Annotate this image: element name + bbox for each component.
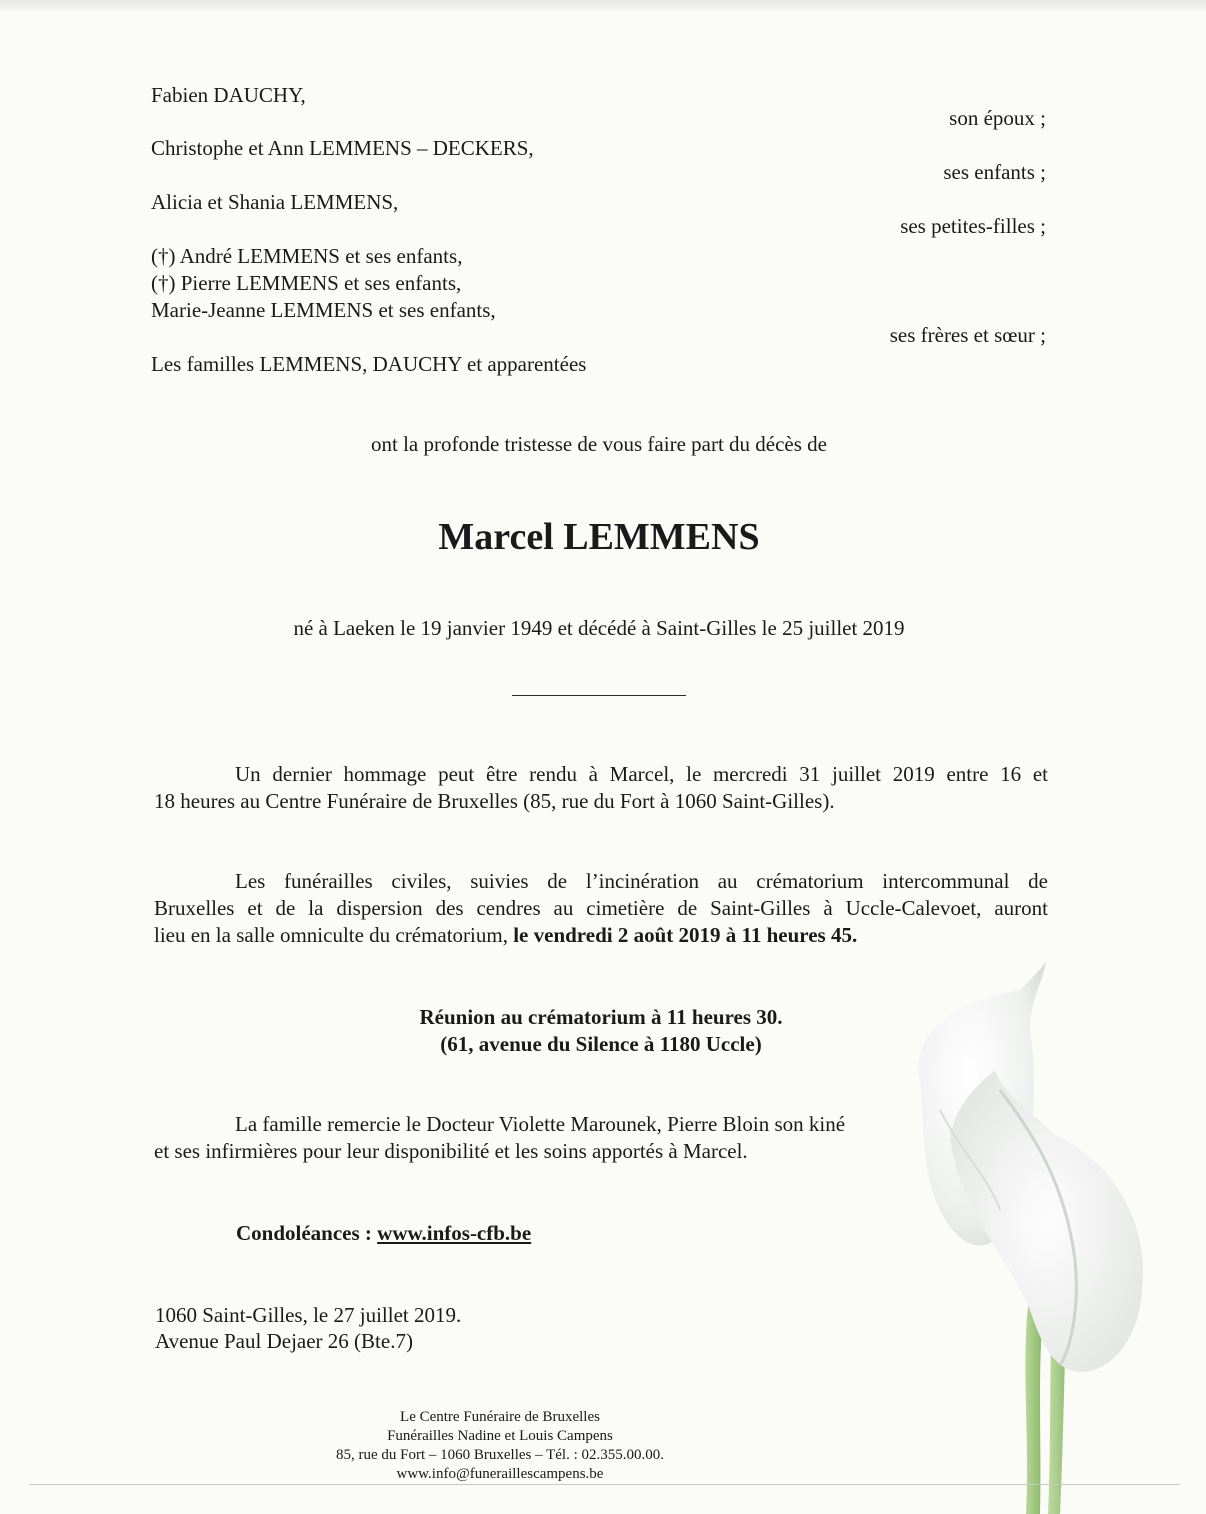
role-grandchildren: ses petites-filles ; [900,214,1046,238]
hommage-line-2: 18 heures au Centre Funéraire de Bruxelles (85, rue du Fort à 1060 Saint-Gilles). [154,789,835,813]
birth-death-line: né à Laeken le 19 janvier 1949 et décédé à Saint-Gilles le 25 juillet 2019 [293,616,905,640]
footer-line-1: Le Centre Funéraire de Bruxelles [400,1409,600,1425]
family-relatives: Les familles LEMMENS, DAUCHY et apparentées [151,352,587,376]
family-children: Christophe et Ann LEMMENS – DECKERS, [151,136,534,160]
funerailles-line-1: Les funérailles civiles, suivies de l’incinération au crématorium intercommunal de [235,869,1048,893]
role-spouse: son époux ; [949,106,1046,130]
role-children: ses enfants ; [943,160,1046,184]
reunion-line-1: Réunion au crématorium à 11 heures 30. [419,1005,783,1029]
separator-rule [512,695,686,696]
condolences-label: Condoléances : [236,1221,378,1245]
footer-line-4: www.info@funeraillescampens.be [396,1466,604,1482]
family-spouse: Fabien DAUCHY, [151,83,306,107]
funeral-home-footer [300,1408,700,1484]
calla-lily-image [880,960,1206,1514]
deceased-name: Marcel LEMMENS [438,516,760,558]
thanks-line-1: La famille remercie le Docteur Violette Marounek, Pierre Bloin son kiné [235,1112,846,1136]
funerailles-paragraph [154,868,1048,949]
funerailles-line-2: Bruxelles et de la dispersion des cendres au cimetière de Saint-Gilles à Uccle-Calevoet, auront [154,896,1048,920]
footer-line-3: 85, rue du Fort – 1060 Bruxelles – Tél. : 02.355.00.00. [335,1447,665,1463]
condolences-link[interactable]: www.infos-cfb.be [377,1221,532,1245]
family-sibling-2: (†) Pierre LEMMENS et ses enfants, [151,271,462,295]
funerailles-date: le vendredi 2 août 2019 à 11 heures 45. [513,923,858,947]
reunion-line-2: (61, avenue du Silence à 1180 Uccle) [440,1032,762,1056]
address-line-2: Avenue Paul Dejaer 26 (Bte.7) [155,1329,413,1353]
bottom-divider [30,1484,1180,1485]
scan-edge [0,0,1206,14]
condolences [236,1220,531,1246]
announcement-text: ont la profonde tristesse de vous faire part du décès de [370,432,827,456]
hommage-paragraph [154,761,1048,815]
family-sibling-3: Marie-Jeanne LEMMENS et ses enfants, [151,298,496,322]
role-siblings: ses frères et sœur ; [889,323,1046,347]
family-grandchildren: Alicia et Shania LEMMENS, [151,190,399,214]
address-line-1: 1060 Saint-Gilles, le 27 juillet 2019. [155,1303,462,1327]
funerailles-line-3: lieu en la salle omniculte du crématorium, [154,923,514,947]
family-sibling-1: (†) André LEMMENS et ses enfants, [151,244,463,268]
footer-line-2: Funérailles Nadine et Louis Campens [387,1428,613,1444]
thanks-line-2: et ses infirmières pour leur disponibilité et les soins apportés à Marcel. [154,1139,748,1163]
hommage-line-1: Un dernier hommage peut être rendu à Marcel, le mercredi 31 juillet 2019 entre 16 et [235,762,1048,786]
